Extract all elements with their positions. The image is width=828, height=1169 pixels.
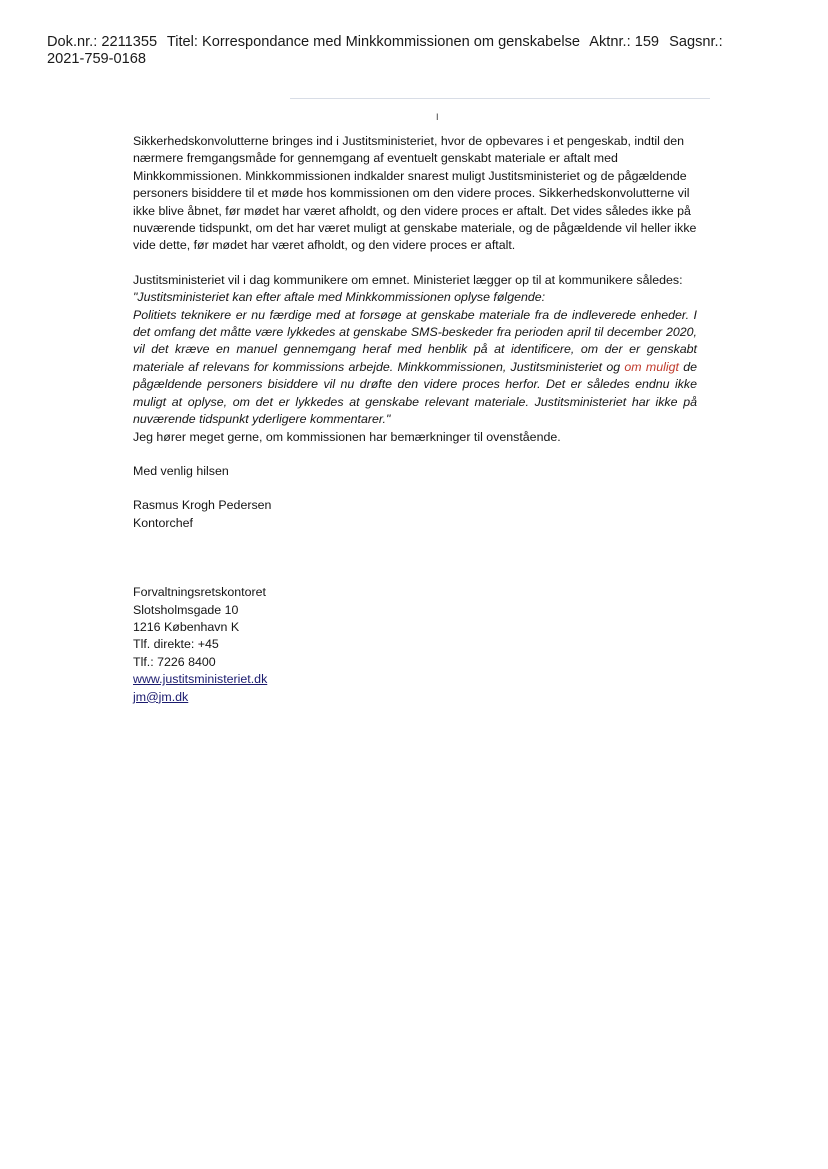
case-number-label: Sagsnr.: xyxy=(669,34,723,50)
letter-body xyxy=(133,133,697,706)
scan-divider xyxy=(290,98,710,99)
email-link[interactable]: jm@jm.dk xyxy=(133,689,189,704)
quote-text-2: de pågældende personers bisiddere vil nu drøfte den videre proces herfor. Det er således endnu ikke muligt at oplyse, om det er lykkedes at genskabe relevant materiale. Justitsministeriet har ikke på nuværende tidspunkt yderligere kommentarer." xyxy=(133,359,697,427)
body-paragraph-3: Jeg hører meget gerne, om kommissionen har bemærkninger til ovenstående. xyxy=(133,429,561,444)
office-name: Forvaltningsretskontoret xyxy=(133,585,266,600)
office-phone: Tlf.: 7226 8400 xyxy=(133,654,216,669)
signature-name: Rasmus Krogh Pedersen xyxy=(133,498,272,513)
body-paragraph-1: Sikkerhedskonvolutterne bringes ind i Justitsministeriet, hvor de opbevares i et pengeskab, indtil den nærmere fremgangsmåde for gennemgang af eventuelt genskabt materiale er aftalt med Minkkommissionen. Minkkommissionen indkalder snarest muligt Justitsministeriet og de pågældende personers bisiddere til et møde hos kommissionen om den videre proces. Sikkerhedskonvolutterne vil ikke blive åbnet, før mødet har været afholdt, og den videre proces er aftalt. Det vides således ikke på nuværende tidspunkt, om det har været muligt at genskabe materiale, og de pågældende vil heller ikke vide dette, før mødet har været afholdt, og den videre proces er aftalt. xyxy=(133,134,697,253)
closing-greeting: Med venlig hilsen xyxy=(133,463,229,478)
office-address-block xyxy=(133,584,697,706)
quote-intro: "Justitsministeriet kan efter aftale med Minkkommissionen oplyse følgende: xyxy=(133,290,546,305)
office-street: Slotsholmsgade 10 xyxy=(133,602,239,617)
signature-block xyxy=(133,497,697,532)
document-header xyxy=(47,34,807,68)
page-mark: I xyxy=(436,112,439,122)
signature-title: Kontorchef xyxy=(133,515,193,530)
header-line-1 xyxy=(47,34,807,51)
case-number-value: 2021-759-0168 xyxy=(47,51,146,67)
doc-number: Dok.nr.: 2211355 xyxy=(47,34,158,50)
office-phone-direct: Tlf. direkte: +45 xyxy=(133,637,219,652)
quote-highlight: om muligt xyxy=(624,359,679,374)
doc-title: Titel: Korrespondance med Minkkommissionen om genskabelse xyxy=(166,34,581,50)
quote-text-1: Politiets teknikere er nu færdige med at forsøge at genskabe materiale fra de indleverede enheder. I det omfang det måtte være lykkedes at genskabe SMS-beskeder fra perioden april til december 2020, vil det kræve en manuel gennemgang heraf med henblik på at identificere, om der er genskabt materiale af relevans for kommissions arbejde. Minkkommissionen, Justitsministeriet og xyxy=(133,307,697,374)
quote-body xyxy=(133,307,697,429)
office-city: 1216 København K xyxy=(133,619,240,634)
website-link[interactable]: www.justitsministeriet.dk xyxy=(133,672,268,687)
act-number: Aktnr.: 159 xyxy=(589,34,660,50)
body-paragraph-2: Justitsministeriet vil i dag kommunikere om emnet. Ministeriet lægger op til at kommunikere således: xyxy=(133,272,683,287)
